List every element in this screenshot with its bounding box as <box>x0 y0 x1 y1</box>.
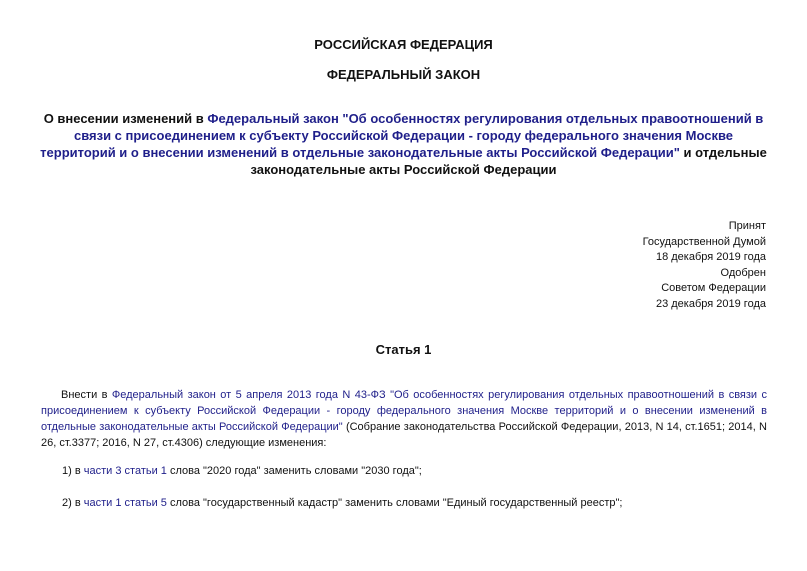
adopted-by: Государственной Думой <box>642 235 766 248</box>
amendment-item-1 <box>62 465 422 477</box>
intro-suffix: (Собрание законодательства Российской Федерации, 2013, N 14, ст.1651; 2014, N 26, ст.3377; 2016, N 27, ст.4306) следующие изменения: <box>41 421 767 449</box>
article-link[interactable]: статьи 1 <box>124 465 167 477</box>
approved-date: 23 декабря 2019 года <box>655 297 766 310</box>
doc-type-heading: ФЕДЕРАЛЬНЫЙ ЗАКОН <box>326 67 481 82</box>
article-heading: Статья 1 <box>375 342 432 357</box>
title-prefix: О внесении изменений в <box>43 111 208 126</box>
approved-label: Одобрен <box>720 266 766 279</box>
intro-prefix: Внести в <box>61 389 112 401</box>
adopted-label: Принят <box>728 220 766 232</box>
item-prefix: 2) в <box>62 497 84 509</box>
article-link[interactable]: статьи 5 <box>124 497 167 509</box>
intro-law-link[interactable]: Федеральный закон от 5 апреля 2013 года N 43-ФЗ "Об особенностях регулирования отдельных правоотношений в связи с присоединением к субъекту Российской Федерации - городу федерального значения Москве территорий и о внесении изменений в отдельные законодательные акты Российской Федерации" <box>41 389 767 433</box>
country-heading: РОССИЙСКАЯ ФЕДЕРАЦИЯ <box>314 37 493 52</box>
adoption-block <box>643 219 766 312</box>
approved-by: Советом Федерации <box>661 282 766 294</box>
title-law-link[interactable]: Федеральный закон "Об особенностях регулирования отдельных правоотношений в связи с присоединением к субъекту Российской Федерации - городу федерального значения Москве территорий и о внесении изменений в отдельные законодательные акты Российской Федерации" <box>40 111 764 160</box>
amendment-item-2 <box>62 497 622 509</box>
title-suffix: и отдельные законодательные акты Российской Федерации <box>250 145 767 177</box>
item-prefix: 1) в <box>62 465 84 477</box>
item-suffix: слова "2020 года" заменить словами "2030 года"; <box>166 465 422 477</box>
article-intro-paragraph <box>41 387 767 451</box>
part-link[interactable]: части 3 <box>83 465 122 477</box>
adopted-date: 18 декабря 2019 года <box>655 251 766 263</box>
item-suffix: слова "государственный кадастр" заменить словами "Единый государственный реестр"; <box>166 497 623 509</box>
law-title <box>40 110 767 178</box>
part-link[interactable]: части 1 <box>83 497 122 509</box>
